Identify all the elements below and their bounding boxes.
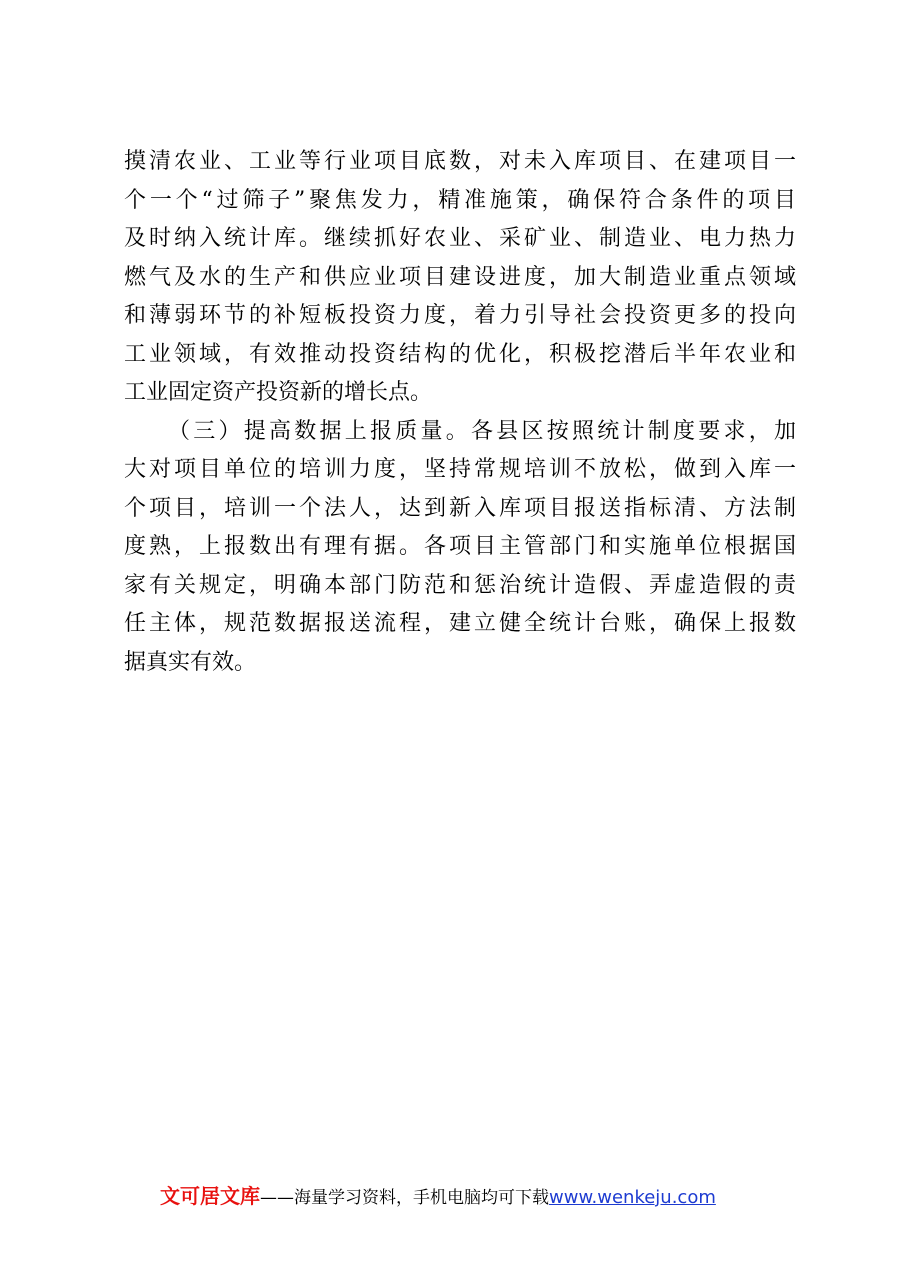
text-line: 工业固定资产投资新的增长点。 [124, 380, 433, 405]
text-line: 工业领域，有效推动投资结构的优化，积极挖潜后半年农业和 [124, 341, 796, 367]
text-line: 任主体，规范数据报送流程，建立健全统计台账，确保上报数 [124, 611, 796, 636]
text-line: 和薄弱环节的补短板投资力度，着力引导社会投资更多的投向 [124, 303, 796, 328]
text-line: 个一个“过筛子”聚焦发力，精准施策，确保符合条件的项目 [124, 187, 796, 213]
footer-site-link[interactable]: www.wenkeju.com [549, 1187, 716, 1208]
text-line: 据真实有效。 [124, 649, 257, 675]
text-line: 大对项目单位的培训力度，坚持常规培训不放松，做到入库一 [124, 457, 796, 482]
text-line: 个项目，培训一个法人，达到新入库项目报送指标清、方法制 [124, 495, 796, 521]
footer-tagline: ——海量学习资料，手机电脑均可下载 [260, 1188, 549, 1208]
text-line: 家有关规定，明确本部门防范和惩治统计造假、弄虚造假的责 [124, 572, 796, 598]
paragraph-1 [124, 143, 796, 413]
text-line: 度熟，上报数出有理有据。各项目主管部门和实施单位根据国 [124, 534, 796, 559]
document-body [124, 143, 796, 682]
text-line: 摸清农业、工业等行业项目底数，对未入库项目、在建项目一 [124, 149, 796, 174]
paragraph-2 [124, 413, 796, 683]
footer-brand: 文可居文库 [160, 1184, 260, 1208]
page-footer [160, 1180, 800, 1212]
text-line: 燃气及水的生产和供应业项目建设进度，加大制造业重点领域 [124, 264, 796, 290]
text-line: （三）提高数据上报质量。各县区按照统计制度要求，加 [168, 418, 796, 444]
text-line: 及时纳入统计库。继续抓好农业、采矿业、制造业、电力热力 [124, 226, 796, 251]
